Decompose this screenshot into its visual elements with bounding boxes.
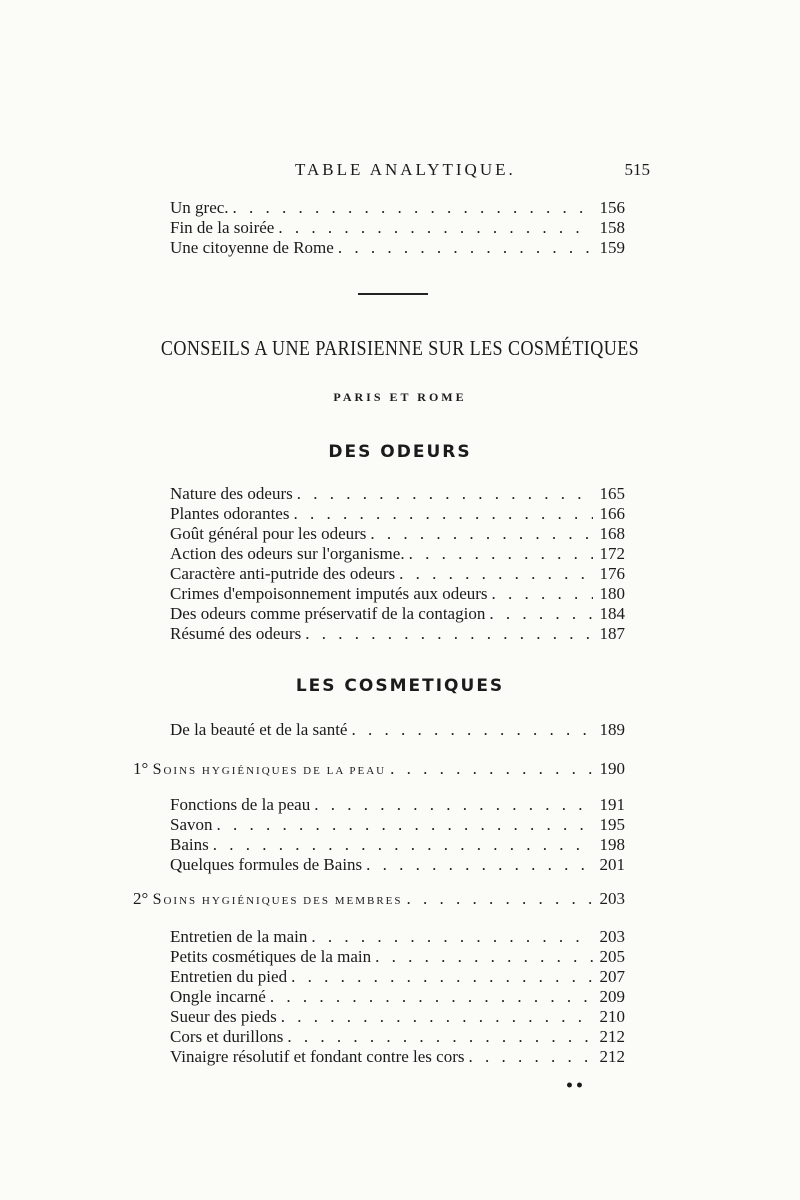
entry-label: Savon: [170, 815, 213, 834]
leader-dots: [217, 815, 594, 835]
entry-page: 203: [599, 889, 625, 908]
section-label: [133, 759, 386, 781]
toc-section-entry: [133, 759, 625, 779]
soins-peau-heading: [133, 759, 625, 779]
entry-page: 176: [599, 564, 625, 583]
toc-entry: [170, 484, 625, 504]
entry-label: Fin de la soirée: [170, 218, 275, 237]
entry-page: 210: [599, 1007, 625, 1026]
section-number: 2°: [133, 889, 149, 908]
cosmetiques-intro: [170, 720, 625, 740]
soins-membres-entries: [170, 927, 625, 1067]
entry-label: Quelques formules de Bains: [170, 855, 363, 874]
entry-page: 195: [599, 815, 625, 834]
entry-label: Résumé des odeurs: [170, 624, 302, 643]
entry-label: Goût général pour les odeurs: [170, 524, 367, 543]
toc-entry: [170, 584, 625, 604]
leader-dots: [370, 524, 593, 544]
entry-page: 209: [599, 987, 625, 1006]
entry-page: 203: [599, 927, 625, 946]
section-initial: S: [152, 891, 164, 908]
entry-page: 191: [599, 795, 625, 814]
entry-label: Entretien de la main: [170, 927, 308, 946]
running-title: TABLE ANALYTIQUE.: [295, 160, 516, 179]
toc-entry: [170, 815, 625, 835]
leader-dots: [375, 947, 593, 967]
entry-label: Petits cosmétiques de la main: [170, 947, 372, 966]
entry-page: 207: [599, 967, 625, 986]
leader-dots: [305, 624, 593, 644]
toc-entry: [170, 604, 625, 624]
odeurs-entries: [170, 484, 625, 644]
entry-page: 158: [599, 218, 625, 237]
toc-entry: [170, 524, 625, 544]
signature-mark: ••: [565, 1078, 585, 1094]
leader-dots: [311, 927, 593, 947]
toc-entry: [170, 1007, 625, 1027]
toc-entry: [170, 1027, 625, 1047]
entry-page: 168: [599, 524, 625, 543]
leader-dots: [293, 504, 593, 524]
entry-label: Caractère anti-putride des odeurs: [170, 564, 396, 583]
toc-entry: [170, 544, 625, 564]
section-subtitle: PARIS ET ROME: [333, 390, 467, 404]
leader-dots: [469, 1047, 594, 1067]
section-initial: S: [152, 761, 164, 778]
toc-entry: [170, 1047, 625, 1067]
leader-dots: [366, 855, 593, 875]
entry-label: Action des odeurs sur l'organisme.: [170, 544, 405, 563]
section-rest: OINS HYGIÉNIQUES DES MEMBRES: [163, 895, 403, 907]
entry-label: Nature des odeurs: [170, 484, 293, 503]
section-rest: OINS HYGIÉNIQUES DE LA PEAU: [163, 765, 387, 777]
section-title: CONSEILS A UNE PARISIENNE SUR LES COSMÉTIQUES: [160, 336, 640, 360]
toc-entry: [170, 835, 625, 855]
entry-page: 190: [599, 759, 625, 778]
entry-label: Vinaigre résolutif et fondant contre les cors: [170, 1047, 465, 1066]
entry-page: 184: [599, 604, 625, 623]
leader-dots: [338, 238, 593, 258]
entry-page: 212: [599, 1047, 625, 1066]
entry-page: 166: [599, 504, 625, 523]
leader-dots: [297, 484, 593, 504]
entry-label: Un grec.: [170, 198, 229, 217]
entry-label: Crimes d'empoisonnement imputés aux odeurs: [170, 584, 488, 603]
entry-page: 156: [599, 198, 625, 217]
entry-label: Fonctions de la peau: [170, 795, 311, 814]
toc-section-entry: [133, 889, 625, 909]
toc-entry: [170, 947, 625, 967]
entry-page: 205: [599, 947, 625, 966]
soins-peau-entries: [170, 795, 625, 875]
entry-label: Des odeurs comme préservatif de la contagion: [170, 604, 486, 623]
toc-entry: [170, 967, 625, 987]
leader-dots: [233, 198, 593, 218]
leader-dots: [287, 1027, 593, 1047]
toc-entry: [170, 218, 625, 238]
entry-page: 180: [599, 584, 625, 603]
top-entries: [170, 198, 625, 258]
entry-label: Bains: [170, 835, 209, 854]
section-number: 1°: [133, 759, 149, 778]
entry-label: Cors et durillons: [170, 1027, 284, 1046]
leader-dots: [399, 564, 593, 584]
leader-dots: [351, 720, 593, 740]
section-rule: [358, 293, 428, 295]
entry-label: Plantes odorantes: [170, 504, 290, 523]
toc-entry: [170, 927, 625, 947]
toc-entry: [170, 238, 625, 258]
leader-dots: [278, 218, 593, 238]
toc-entry: [170, 564, 625, 584]
leader-dots: [213, 835, 593, 855]
leader-dots: [270, 987, 593, 1007]
entry-page: 201: [599, 855, 625, 874]
entry-label: Ongle incarné: [170, 987, 266, 1006]
entry-page: 198: [599, 835, 625, 854]
leader-dots: [407, 889, 593, 909]
leader-dots: [291, 967, 593, 987]
toc-entry: [170, 504, 625, 524]
leader-dots: [409, 544, 593, 564]
leader-dots: [314, 795, 593, 815]
toc-entry: [170, 795, 625, 815]
soins-membres-heading: [133, 889, 625, 909]
entry-page: 187: [599, 624, 625, 643]
entry-label: Une citoyenne de Rome: [170, 238, 334, 257]
leader-dots: [492, 584, 593, 604]
odeurs-heading: DES ODEURS: [328, 442, 472, 462]
page-number: 515: [624, 160, 650, 179]
entry-page: 172: [599, 544, 625, 563]
entry-label: Entretien du pied: [170, 967, 288, 986]
toc-entry: [170, 624, 625, 644]
entry-label: De la beauté et de la santé: [170, 720, 348, 739]
leader-dots: [281, 1007, 593, 1027]
toc-entry: [170, 720, 625, 740]
entry-page: 159: [599, 238, 625, 257]
toc-entry: [170, 987, 625, 1007]
leader-dots: [489, 604, 593, 624]
section-label: [133, 889, 403, 911]
toc-entry: [170, 855, 625, 875]
entry-page: 189: [599, 720, 625, 739]
toc-entry: [170, 198, 625, 218]
entry-page: 212: [599, 1027, 625, 1046]
entry-label: Sueur des pieds: [170, 1007, 277, 1026]
entry-page: 165: [599, 484, 625, 503]
cosmetiques-heading: LES COSMETIQUES: [295, 676, 505, 696]
leader-dots: [390, 759, 593, 779]
